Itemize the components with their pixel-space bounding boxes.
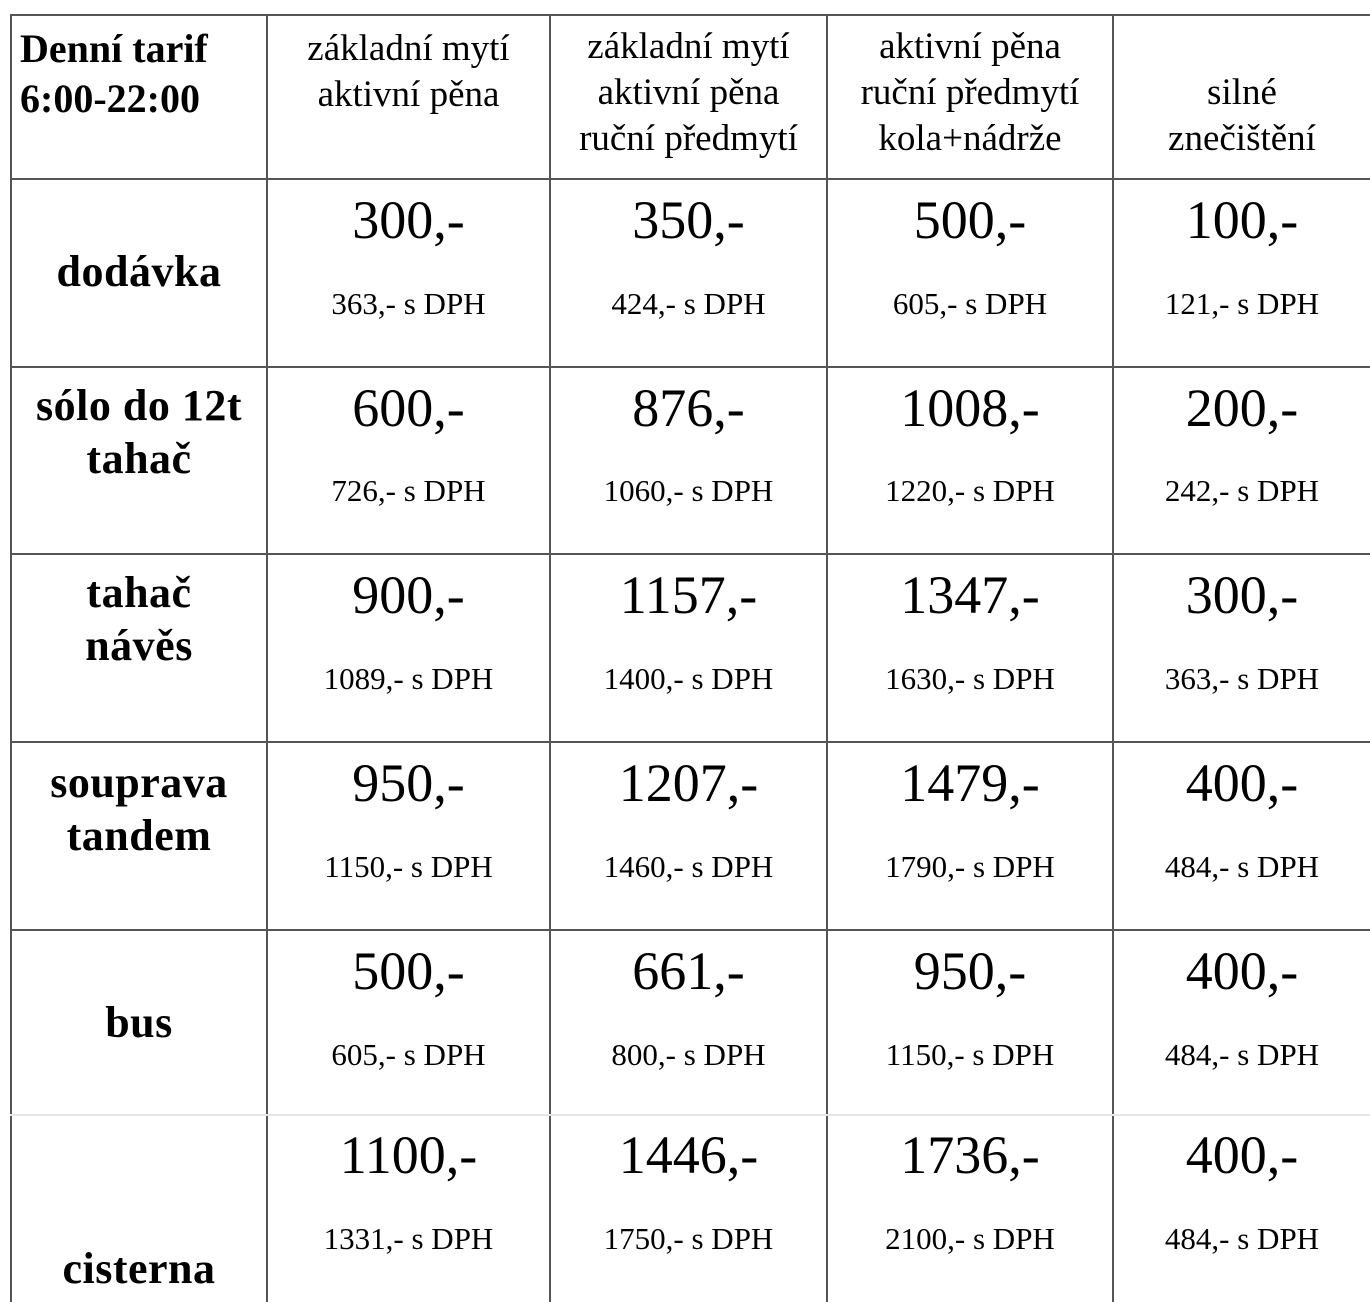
price-with-vat: 121,- s DPH bbox=[1164, 286, 1320, 321]
price-with-vat: 484,- s DPH bbox=[1164, 849, 1320, 884]
price-with-vat: 1060,- s DPH bbox=[603, 473, 774, 508]
price: 950,- bbox=[913, 941, 1027, 1001]
header-line: silné bbox=[1207, 72, 1277, 113]
price: 661,- bbox=[632, 941, 745, 1001]
column-header-heavy-soiling bbox=[1114, 70, 1370, 162]
price: 500,- bbox=[913, 190, 1027, 250]
row-label-dodavka bbox=[12, 245, 266, 298]
price: 300,- bbox=[1185, 565, 1299, 625]
header-line: základní mytí bbox=[587, 26, 790, 67]
price-with-vat: 242,- s DPH bbox=[1164, 473, 1320, 508]
price-with-vat: 363,- s DPH bbox=[1164, 661, 1320, 696]
header-line: aktivní pěna bbox=[597, 72, 780, 113]
price-with-vat: 2100,- s DPH bbox=[885, 1221, 1055, 1256]
price-with-vat: 1150,- s DPH bbox=[324, 849, 493, 884]
price: 100,- bbox=[1185, 190, 1299, 250]
row-label-cisterna bbox=[12, 1242, 266, 1295]
price: 350,- bbox=[632, 190, 745, 250]
tariff-title bbox=[20, 24, 260, 124]
price-with-vat: 484,- s DPH bbox=[1164, 1037, 1320, 1072]
price-with-vat: 605,- s DPH bbox=[331, 1037, 486, 1072]
row-label-bus bbox=[12, 996, 266, 1049]
price: 1446,- bbox=[618, 1125, 759, 1185]
price-with-vat: 363,- s DPH bbox=[331, 286, 486, 321]
header-line: základní mytí bbox=[307, 28, 510, 69]
price: 900,- bbox=[352, 565, 465, 625]
price-with-vat: 1630,- s DPH bbox=[885, 661, 1055, 696]
row-label-line: cisterna bbox=[62, 1244, 216, 1293]
price-with-vat: 484,- s DPH bbox=[1164, 1221, 1320, 1256]
price: 1736,- bbox=[900, 1125, 1040, 1185]
row-label-line: souprava bbox=[50, 758, 228, 807]
tariff-hours: 6:00-22:00 bbox=[20, 76, 200, 121]
price: 400,- bbox=[1185, 941, 1299, 1001]
row-label-line: tahač bbox=[86, 568, 192, 617]
price: 500,- bbox=[352, 941, 465, 1001]
column-header-basic-wash-prewash bbox=[551, 24, 826, 162]
column-header-foam-prewash-wheels bbox=[828, 24, 1112, 162]
price: 400,- bbox=[1185, 1125, 1299, 1185]
price-with-vat: 1220,- s DPH bbox=[885, 473, 1055, 508]
price-with-vat: 1460,- s DPH bbox=[603, 849, 774, 884]
price-with-vat: 424,- s DPH bbox=[611, 286, 766, 321]
price: 876,- bbox=[632, 378, 745, 438]
header-line: kola+nádrže bbox=[878, 118, 1062, 159]
row-label-line: sólo do 12t bbox=[36, 381, 242, 430]
price: 400,- bbox=[1185, 753, 1299, 813]
row-label-souprava-tandem bbox=[12, 756, 266, 862]
price-with-vat: 726,- s DPH bbox=[331, 473, 486, 508]
row-divider bbox=[10, 553, 1370, 555]
price: 1479,- bbox=[900, 753, 1040, 813]
price: 1347,- bbox=[900, 565, 1040, 625]
header-line: aktivní pěna bbox=[879, 26, 1061, 67]
row-label-line: dodávka bbox=[56, 247, 222, 296]
price-with-vat: 1790,- s DPH bbox=[885, 849, 1055, 884]
row-label-line: tahač bbox=[86, 434, 192, 483]
header-line: ruční předmytí bbox=[579, 118, 798, 159]
row-divider bbox=[10, 178, 1370, 180]
price: 600,- bbox=[352, 378, 465, 438]
column-header-basic-wash bbox=[268, 26, 549, 118]
price-with-vat: 1750,- s DPH bbox=[603, 1221, 774, 1256]
row-divider bbox=[10, 1114, 1370, 1116]
price: 1100,- bbox=[339, 1125, 478, 1185]
tariff-name: Denní tarif bbox=[20, 26, 208, 71]
row-divider bbox=[10, 366, 1370, 368]
row-divider bbox=[10, 741, 1370, 743]
row-divider bbox=[10, 929, 1370, 931]
price: 1207,- bbox=[618, 753, 759, 813]
row-label-line: bus bbox=[105, 998, 173, 1047]
price-with-vat: 605,- s DPH bbox=[892, 286, 1048, 321]
price-with-vat: 1400,- s DPH bbox=[603, 661, 774, 696]
table-border-top bbox=[10, 14, 1370, 16]
price-with-vat: 1150,- s DPH bbox=[885, 1037, 1055, 1072]
row-label-solo-tahac bbox=[12, 379, 266, 485]
price-with-vat: 1089,- s DPH bbox=[323, 661, 494, 696]
row-label-tahac-naves bbox=[12, 566, 266, 672]
header-line: ruční předmytí bbox=[860, 72, 1080, 113]
price: 300,- bbox=[352, 190, 465, 250]
header-line: aktivní pěna bbox=[317, 74, 500, 115]
price: 1008,- bbox=[900, 378, 1040, 438]
row-label-line: návěs bbox=[85, 621, 193, 670]
row-label-line: tandem bbox=[66, 811, 212, 860]
price: 1157,- bbox=[619, 565, 758, 625]
price-with-vat: 800,- s DPH bbox=[611, 1037, 766, 1072]
price: 950,- bbox=[352, 753, 465, 813]
header-line: znečištění bbox=[1168, 118, 1316, 159]
price: 200,- bbox=[1185, 378, 1299, 438]
price-with-vat: 1331,- s DPH bbox=[323, 1221, 494, 1256]
